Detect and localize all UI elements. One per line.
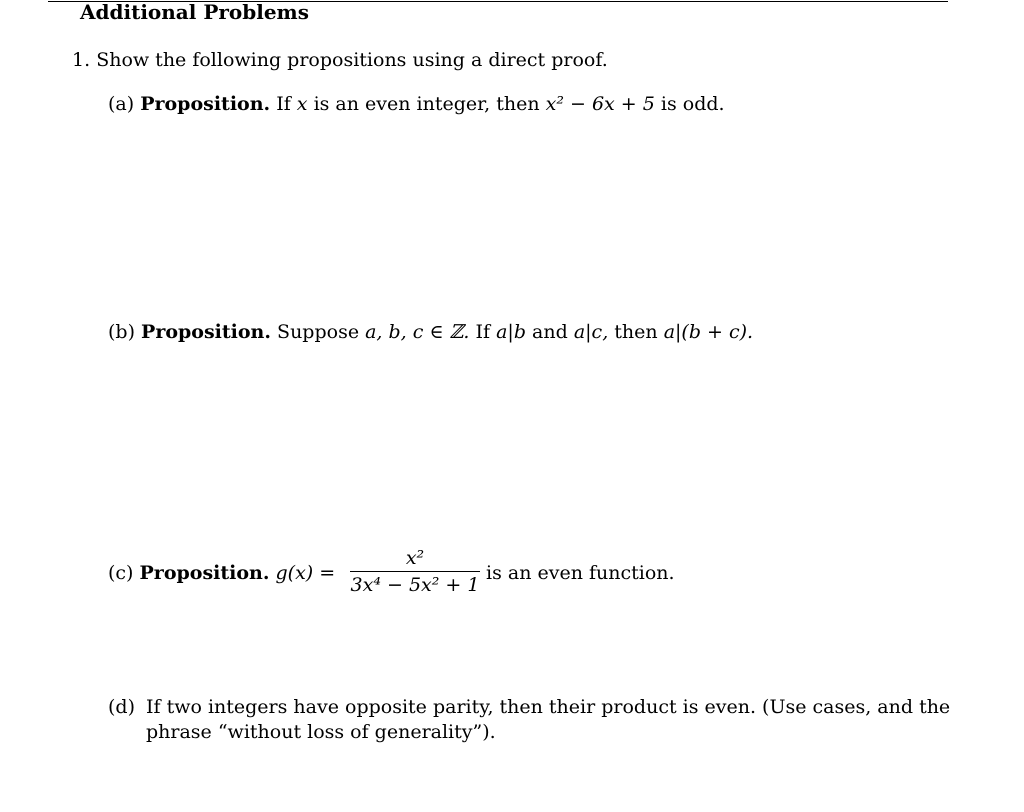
part-a-text-1: If	[276, 93, 291, 115]
part-c-tail: is an even function.	[486, 562, 675, 584]
part-a-keyword: Proposition.	[140, 93, 271, 115]
part-b-label: (b)	[108, 321, 135, 343]
part-b-math-4: a|(b + c).	[663, 321, 754, 343]
part-b	[108, 320, 753, 344]
part-d-line-2: phrase “without loss of generality”).	[146, 721, 496, 743]
part-d-label: (d)	[108, 696, 135, 718]
part-a	[108, 92, 725, 116]
part-a-text-2: is an even integer, then	[313, 93, 540, 115]
part-a-label: (a)	[108, 93, 135, 115]
part-a-expression: x² − 6x + 5	[545, 93, 655, 115]
fraction-denominator: 3x⁴ − 5x² + 1	[350, 574, 480, 596]
problem-1-instruction	[72, 48, 608, 72]
part-b-text-1: Suppose	[277, 321, 360, 343]
instruction-text: Show the following propositions using a direct proof.	[96, 49, 608, 71]
part-c-keyword: Proposition.	[139, 562, 270, 584]
part-c	[108, 561, 335, 585]
part-a-text-3: is odd.	[660, 93, 725, 115]
fraction-numerator: x²	[405, 547, 425, 569]
part-c-fraction	[350, 546, 480, 597]
part-b-keyword: Proposition.	[141, 321, 271, 343]
part-b-text-2: If	[475, 321, 491, 343]
part-b-text-3: and	[532, 321, 568, 343]
fraction-bar	[350, 571, 480, 572]
part-b-math-3: a|c,	[573, 321, 609, 343]
part-a-var: x	[296, 93, 308, 115]
part-d-line-1: If two integers have opposite parity, then their product is even. (Use cases, and the	[146, 696, 951, 718]
part-b-math-2: a|b	[496, 321, 526, 343]
part-b-math-1: a, b, c ∈ ℤ.	[365, 321, 470, 343]
section-title: Additional Problems	[80, 0, 309, 24]
part-c-label: (c)	[108, 562, 134, 584]
problem-number: 1.	[72, 49, 91, 71]
part-c-lhs: g(x) =	[275, 562, 336, 584]
part-b-text-4: then	[614, 321, 658, 343]
